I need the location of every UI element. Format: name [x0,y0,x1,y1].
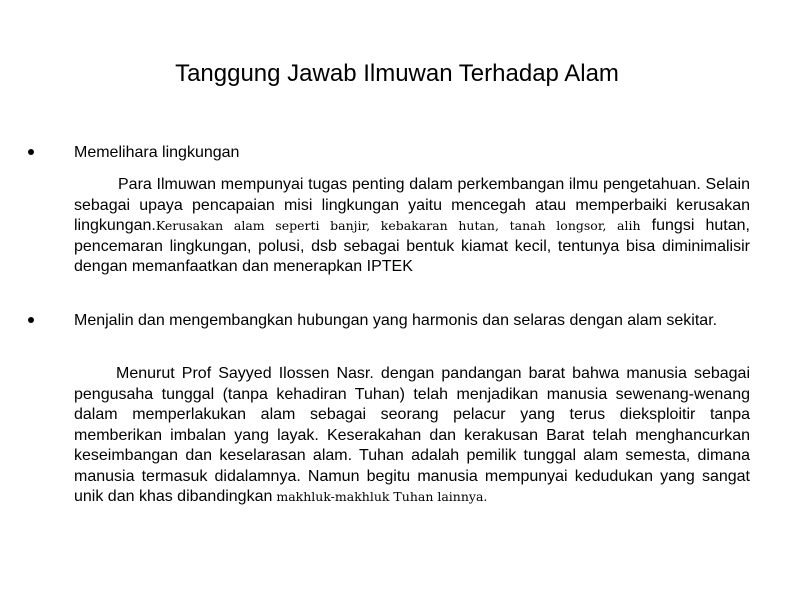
bullet-label-2: Menjalin dan mengembangkan hubungan yang harmonis dan selaras dengan alam sekitar. [74,312,718,329]
bullet-label-1: Memelihara lingkungan [74,144,240,161]
paragraph-1-part-a: Para Ilmuwan mempunyai tugas penting dalam perkembangan ilmu pengetahuan. Selain sebagai upaya pencapaian misi lingkungan yaitu mencegah atau memperbaiki kerusakan lingkungan. [74,176,750,234]
slide-title: Tanggung Jawab Ilmuwan Terhadap Alam [175,60,619,87]
bullet-dot-icon [28,149,34,155]
paragraph-1 [74,175,750,278]
paragraph-2-part-a: Menurut Prof Sayyed Ilossen Nasr. dengan pandangan barat bahwa manusia sebagai pengusaha tunggal (tanpa kehadiran Tuhan) telah menjadikan manusia sewenang-wenang dalam memperlakukan alam sebagai seorang pelacur yang terus dieksploitir tanpa memberikan imbalan yang layak. Keserakahan dan kerakusan Barat telah menghancurkan keseimbangan dan keselarasan alam. Tuhan adalah pemilik tunggal alam semesta, dimana manusia termasuk didalamnya. Namun begitu manusia mempunyai kedudukan yang sangat unik dan khas dibandingkan [74,365,750,505]
paragraph-1-part-c: fungsi hutan, pencemaran lingkungan, polusi, dsb sebagai bentuk kiamat kecil, tentunya bisa diminimalisir dengan memanfaatkan dan menerapkan IPTEK [74,217,750,275]
paragraph-2 [74,364,750,508]
paragraph-2-part-b: makhluk-makhluk Tuhan lainnya. [272,489,488,504]
bullet-dot-icon [28,317,34,323]
paragraph-1-part-b: Kerusakan alam seperti banjir, kebakaran hutan, tanah longsor, alih [155,218,641,233]
